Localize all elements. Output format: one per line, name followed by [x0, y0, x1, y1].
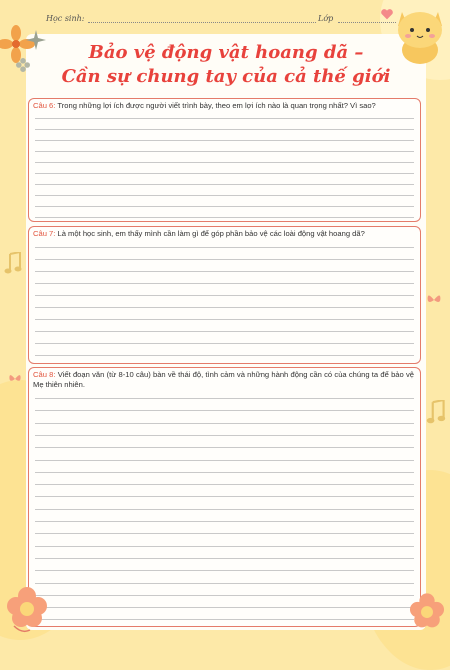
answer-line[interactable]	[35, 484, 414, 485]
answer-line[interactable]	[35, 447, 414, 448]
cat-icon	[388, 0, 450, 66]
answer-line[interactable]	[35, 129, 414, 130]
answer-line[interactable]	[35, 509, 414, 510]
answer-line[interactable]	[35, 521, 414, 522]
question-box-6	[28, 98, 421, 222]
heart-icon	[380, 8, 394, 20]
answer-line[interactable]	[35, 570, 414, 571]
question-box-8	[28, 367, 421, 627]
answer-line[interactable]	[35, 343, 414, 344]
answer-line[interactable]	[35, 271, 414, 272]
sparkle-icon	[26, 30, 46, 50]
flower-icon	[16, 58, 30, 72]
question-prompt: Là một học sinh, em thấy mình cần làm gì để góp phần bảo vệ các loài động vật hoang dã?	[57, 229, 365, 238]
student-header	[30, 14, 400, 28]
answer-line[interactable]	[35, 217, 414, 218]
music-note-icon	[426, 400, 446, 426]
answer-line[interactable]	[35, 184, 414, 185]
flower-icon	[0, 582, 54, 637]
answer-line[interactable]	[35, 331, 414, 332]
answer-line[interactable]	[35, 423, 414, 424]
answer-line[interactable]	[35, 546, 414, 547]
answer-line[interactable]	[35, 140, 414, 141]
student-name-label: Học sinh:	[46, 14, 85, 23]
question-8-text	[33, 370, 414, 390]
answer-line[interactable]	[35, 118, 414, 119]
flower-icon	[404, 588, 450, 637]
music-note-icon	[4, 252, 22, 276]
answer-line[interactable]	[35, 247, 414, 248]
question-number: Câu 6:	[33, 101, 56, 110]
page-title-line-2: Cần sự chung tay của cả thế giới	[61, 66, 391, 87]
answer-line[interactable]	[35, 435, 414, 436]
answer-line[interactable]	[35, 410, 414, 411]
answer-line[interactable]	[35, 595, 414, 596]
answer-line[interactable]	[35, 151, 414, 152]
page-title-line-1: Bảo vệ động vật hoang dã –	[88, 42, 364, 63]
question-prompt: Trong những lợi ích được người viết trình bày, theo em lợi ích nào là quan trọng nhất? Vì sao?	[57, 101, 376, 110]
answer-line[interactable]	[35, 558, 414, 559]
question-number: Câu 8:	[33, 370, 56, 379]
answer-line[interactable]	[35, 283, 414, 284]
answer-line[interactable]	[35, 319, 414, 320]
answer-line[interactable]	[35, 173, 414, 174]
question-6-text	[33, 101, 414, 111]
question-number: Câu 7:	[33, 229, 56, 238]
question-box-7	[28, 226, 421, 364]
answer-line[interactable]	[35, 460, 414, 461]
answer-line[interactable]	[35, 195, 414, 196]
answer-line[interactable]	[35, 619, 414, 620]
answer-line[interactable]	[35, 472, 414, 473]
question-7-text	[33, 229, 414, 239]
answer-line[interactable]	[35, 607, 414, 608]
answer-line[interactable]	[35, 355, 414, 356]
answer-line[interactable]	[35, 206, 414, 207]
butterfly-icon	[426, 292, 442, 308]
answer-line[interactable]	[35, 259, 414, 260]
butterfly-icon	[8, 372, 22, 386]
class-label: Lớp	[318, 14, 334, 23]
answer-line[interactable]	[35, 583, 414, 584]
answer-line[interactable]	[35, 496, 414, 497]
student-name-blank[interactable]	[88, 22, 316, 23]
answer-line[interactable]	[35, 162, 414, 163]
answer-line[interactable]	[35, 307, 414, 308]
answer-line[interactable]	[35, 533, 414, 534]
answer-line[interactable]	[35, 295, 414, 296]
question-prompt: Viết đoạn văn (từ 8-10 câu) bàn về thái độ, tình cảm và những hành động cần có của chúng ta để bảo vệ Mẹ thiên nhiên.	[33, 370, 414, 389]
answer-line[interactable]	[35, 398, 414, 399]
